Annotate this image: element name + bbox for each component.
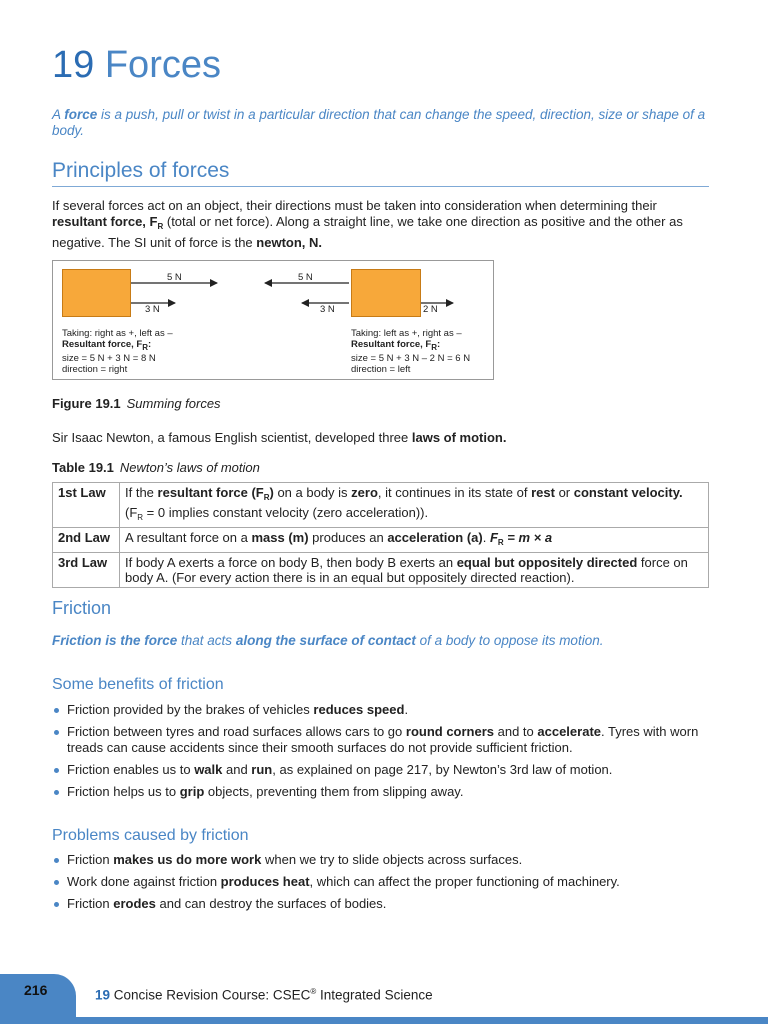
section-heading-principles: Principles of forces: [52, 159, 230, 182]
principles-paragraph: [52, 198, 712, 251]
table-row: [53, 483, 709, 528]
forces-figure: [52, 260, 494, 380]
footer-book: Concise Revision Course: CSEC: [110, 987, 311, 1003]
list-item: Friction erodes and can destroy the surfaces of bodies.: [52, 896, 712, 912]
page-title: [52, 42, 221, 88]
left-explanation: [62, 328, 173, 375]
right-line-2-sub: R: [431, 343, 438, 352]
left-top-label: 5 N: [167, 272, 182, 283]
right-line-2-tail: :: [437, 339, 441, 350]
right-line-1: Taking: left as +, right as –: [351, 328, 462, 339]
right-line-4: direction = left: [351, 364, 411, 375]
right-line-2: Resultant force, F: [351, 339, 432, 350]
list-item: Friction between tyres and road surfaces allows cars to go round corners and to accelerate. Tyres with worn treads can cause accidents since their smooth surfaces do not provide sufficient friction.: [52, 724, 712, 756]
subheading-benefits: Some benefits of friction: [52, 676, 224, 693]
right-body-box: [351, 269, 421, 317]
intro-text-2: is a push, pull or twist in a particular direction that can change the speed, direction, size or shape of a body.: [52, 107, 706, 138]
page-number-tab: [0, 974, 76, 1024]
law-description: A resultant force on a mass (m) produces an acceleration (a). $F_R = m \times a$: [120, 528, 709, 553]
newton-paragraph: [52, 430, 712, 446]
law-description: If the resultant force $(F_R)$ on a body is zero, it continues in its state of rest or constant velocity. ($F_R = 0$ implies constant velocity (zero acceleration)).: [120, 483, 709, 528]
problems-list: [52, 852, 712, 918]
right-explanation: [351, 328, 470, 375]
intro-text: A: [52, 107, 65, 122]
list-item: Friction provided by the brakes of vehicles reduces speed.: [52, 702, 712, 718]
chapter-number: 19: [52, 44, 95, 86]
p1-sub: R: [157, 222, 164, 231]
left-line-4: direction = right: [62, 364, 128, 375]
p2-text: Sir Isaac Newton, a famous English scientist, developed three: [52, 430, 412, 445]
p1-bold-1: resultant force, F: [52, 214, 158, 229]
footer-book-tail: Integrated Science: [316, 987, 433, 1003]
friction-definition: Friction is the force that acts along the surface of contact of a body to oppose its motion.: [52, 633, 604, 648]
table-caption: [52, 460, 260, 476]
laws-table: [52, 482, 709, 588]
law-description: If body A exerts a force on body B, then body B exerts an equal but oppositely directed force on body A. (For every action there is in an equal but oppositely directed reaction).: [120, 553, 709, 588]
benefits-list: [52, 702, 712, 806]
section-heading-friction: Friction: [52, 598, 112, 618]
right-bottom-left-label: 3 N: [320, 304, 335, 315]
p1-bold-2: newton, N.: [256, 235, 322, 250]
left-line-2: Resultant force, F: [62, 339, 143, 350]
page-number: 216: [24, 982, 48, 998]
left-line-2-tail: :: [148, 339, 152, 350]
table-caption-label: Table 19.1: [52, 460, 114, 475]
right-bottom-right-label: 2 N: [423, 304, 438, 315]
list-item: Friction makes us do more work when we try to slide objects across surfaces.: [52, 852, 712, 868]
footer-title: [95, 984, 433, 1004]
law-name: 3rd Law: [53, 553, 120, 588]
left-line-1: Taking: right as +, left as –: [62, 328, 173, 339]
p2-bold: laws of motion.: [411, 430, 507, 445]
left-line-2-sub: R: [142, 343, 149, 352]
p1-text-b: (total or net force). Along a straight line, we take one direction as positive and the other as negative. The SI unit of force is the: [52, 214, 683, 250]
chapter-title: Forces: [104, 44, 221, 86]
list-item: Friction enables us to walk and run, as explained on page 217, by Newton’s 3rd law of motion.: [52, 762, 712, 778]
left-bottom-label: 3 N: [145, 304, 160, 315]
left-line-3: size = 5 N + 3 N = 8 N: [62, 353, 156, 364]
list-item: Work done against friction produces heat, which can affect the proper functioning of machinery.: [52, 874, 712, 890]
intro-definition: [52, 107, 712, 139]
table-row: [53, 553, 709, 588]
footer-reg: ®: [310, 987, 317, 996]
right-line-3: size = 5 N + 3 N – 2 N = 6 N: [351, 353, 471, 364]
figure-caption-label: Figure 19.1: [52, 396, 121, 411]
footer-chapter: 19: [95, 987, 111, 1003]
intro-bold: force: [64, 107, 98, 122]
list-item: Friction helps us to grip objects, preventing them from slipping away.: [52, 784, 712, 800]
footer-bar: [76, 1017, 768, 1024]
heading-rule: [52, 186, 709, 187]
table-caption-text: Newton’s laws of motion: [119, 460, 260, 475]
figure-caption: [52, 396, 221, 412]
p1-text-a: If several forces act on an object, their directions must be taken into consideration when determining their: [52, 198, 657, 213]
right-top-label: 5 N: [298, 272, 313, 283]
figure-caption-text: Summing forces: [126, 396, 221, 411]
left-body-box: [62, 269, 131, 317]
subheading-problems: Problems caused by friction: [52, 827, 249, 844]
law-name: 1st Law: [53, 483, 120, 528]
law-name: 2nd Law: [53, 528, 120, 553]
table-row: [53, 528, 709, 553]
